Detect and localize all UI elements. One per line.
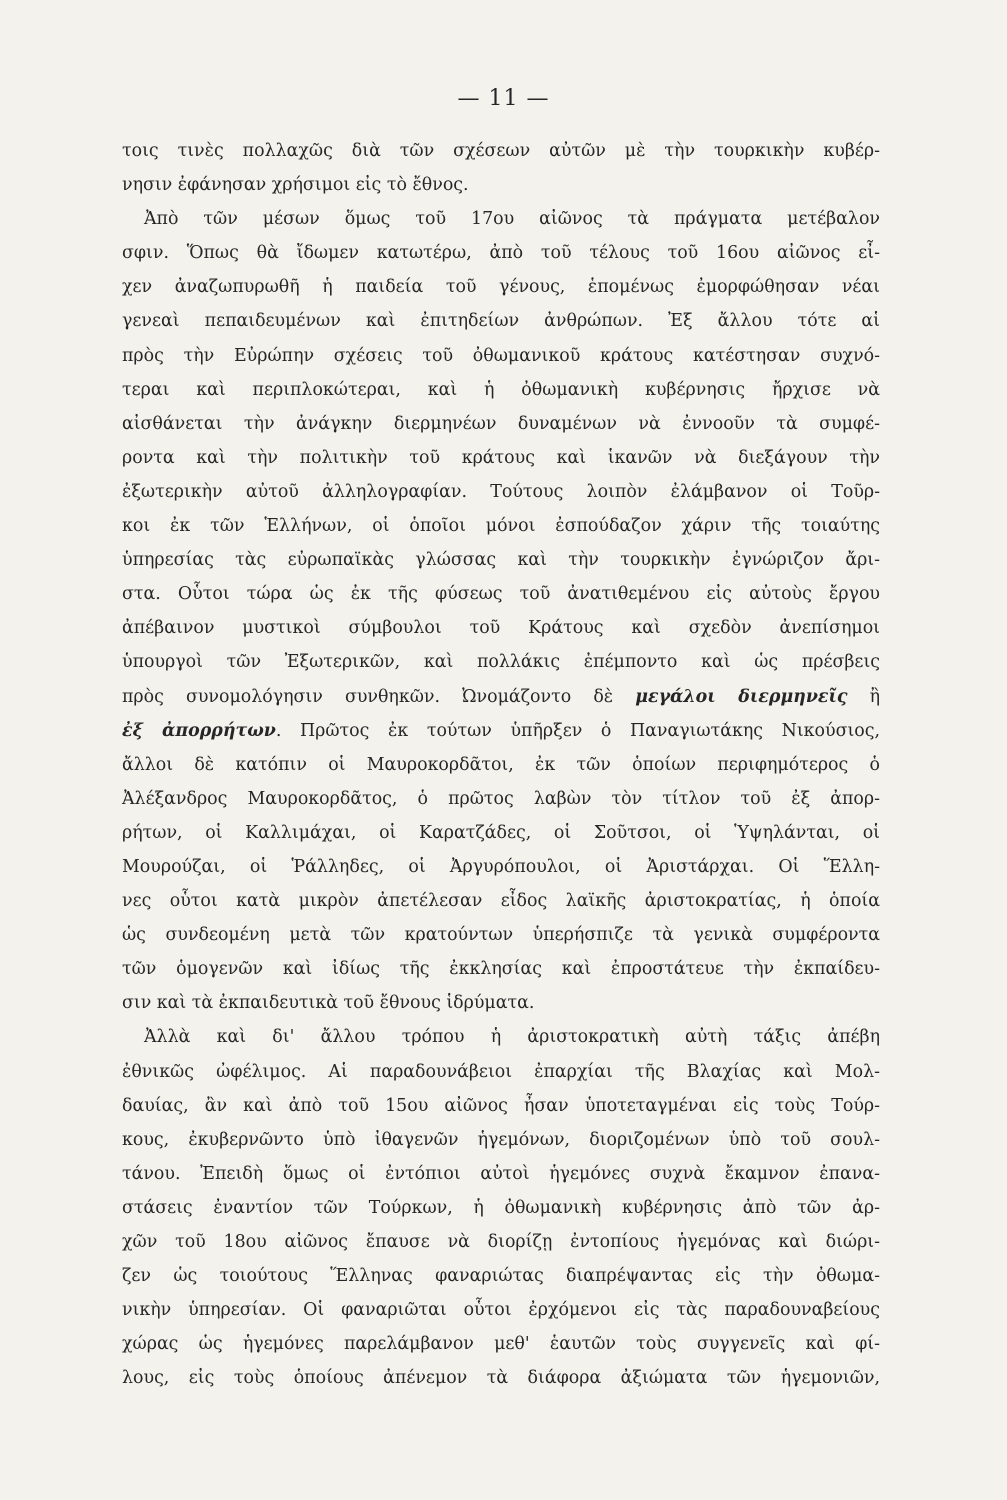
text-line: ἐξωτερικὴν αὐτοῦ ἀλληλογραφίαν. Τούτους λοιπὸν ἐλάμβανον οἱ Τοῦρ- [122,481,880,502]
emphasized-term: ἐξ ἀπορρήτων [122,720,276,741]
text-line: σφιν. Ὅπως θὰ ἴδωμεν κατωτέρω, ἀπὸ τοῦ τέλους τοῦ 16ου αἰῶνος εἶ- [122,243,880,264]
text-line: χῶν τοῦ 18ου αἰῶνος ἔπαυσε νὰ διορίζῃ ἐντοπίους ἡγεμόνας καὶ διώρι- [122,1232,880,1252]
text-line: ζεν ὡς τοιούτους Ἕλληνας φαναριώτας διαπρέψαντας εἰς τὴν ὀθωμα- [122,1266,880,1287]
text-segment: πρὸς συνομολόγησιν συνθηκῶν. Ὠνομάζοντο δὲ [122,686,636,707]
text-line: αἰσθάνεται τὴν ἀνάγκην διερμηνέων δυναμένων νὰ ἐννοοῦν τὰ συμφέ- [122,413,880,434]
page-number: — 11 — [457,86,550,111]
body-text [122,134,880,1395]
text-line: ροντα καὶ τὴν πολιτικὴν τοῦ κράτους καὶ ἱκανῶν νὰ διεξάγουν τὴν [122,447,880,468]
text-line: τάνου. Ἐπειδὴ ὅμως οἱ ἐντόπιοι αὐτοὶ ἡγεμόνες συχνὰ ἔκαμνον ἐπανα- [122,1163,880,1184]
text-line: στάσεις ἐναντίον τῶν Τούρκων, ἡ ὀθωμανικὴ κυβέρνησις ἀπὸ τῶν ἀρ- [122,1197,880,1218]
text-line: ἀπέβαινον μυστικοὶ σύμβουλοι τοῦ Κράτους καὶ σχεδὸν ἀνεπίσημοι [122,618,880,639]
text-line: ἄλλοι δὲ κατόπιν οἱ Μαυροκορδᾶτοι, ἐκ τῶν ὁποίων περιφημότερος ὁ [122,754,880,775]
emphasized-term: μεγάλοι διερμηνεῖς [635,686,848,707]
text-line: νησιν ἐφάνησαν χρήσιμοι εἰς τὸ ἔθνος. [122,175,469,196]
text-line: σιν καὶ τὰ ἐκπαιδευτικὰ τοῦ ἔθνους ἱδρύματα. [122,993,535,1014]
text-segment: . Πρῶτος ἐκ τούτων ὑπῆρξεν ὁ Παναγιωτάκης Νικούσιος, [275,720,880,741]
text-line: νες οὗτοι κατὰ μικρὸν ἀπετέλεσαν εἶδος λαϊκῆς ἀριστοκρατίας, ἡ ὁποία [122,891,880,912]
text-line: Ἀλέξανδρος Μαυροκορδᾶτος, ὁ πρῶτος λαβὼν τὸν τίτλον τοῦ ἐξ ἀπορ- [122,788,880,809]
text-segment: ἢ [847,686,881,707]
text-line: Μουρούζαι, οἱ Ῥάλληδες, οἱ Ἀργυρόπουλοι, οἱ Ἀριστάρχαι. Οἱ Ἕλλη- [122,856,880,877]
text-line: τῶν ὁμογενῶν καὶ ἰδίως τῆς ἐκκλησίας καὶ ἐπροστάτευε τὴν ἐκπαίδευ- [122,959,880,980]
text-line: γενεαὶ πεπαιδευμένων καὶ ἐπιτηδείων ἀνθρώπων. Ἐξ ἄλλου τότε αἱ [122,311,880,332]
text-line: κους, ἐκυβερνῶντο ὑπὸ ἰθαγενῶν ἡγεμόνων, διοριζομένων ὑπὸ τοῦ σουλ- [122,1129,880,1150]
text-line: ὑπουργοὶ τῶν Ἐξωτερικῶν, καὶ πολλάκις ἐπέμποντο καὶ ὡς πρέσβεις [122,652,880,673]
text-line: στα. Οὗτοι τώρα ὡς ἐκ τῆς φύσεως τοῦ ἀνατιθεμένου εἰς αὐτοὺς ἔργου [122,584,880,605]
text-line: ἐθνικῶς ὠφέλιμος. Αἱ παραδουνάβειοι ἐπαρχίαι τῆς Βλαχίας καὶ Μολ- [122,1061,880,1082]
text-line: τεραι καὶ περιπλοκώτεραι, καὶ ἡ ὀθωμανικὴ κυβέρνησις ἤρχισε νὰ [122,379,880,400]
text-line [122,680,880,714]
text-line: πρὸς τὴν Εὐρώπην σχέσεις τοῦ ὀθωμανικοῦ κράτους κατέστησαν συχνό- [122,345,880,366]
text-line: ρήτων, οἱ Καλλιμάχαι, οἱ Καρατζάδες, οἱ Σοῦτσοι, οἱ Ὑψηλάνται, οἱ [122,822,880,843]
text-line: τοις τινὲς πολλαχῶς διὰ τῶν σχέσεων αὐτῶν μὲ τὴν τουρκικὴν κυβέρ- [122,141,880,161]
text-line: δαυίας, ἂν καὶ ἀπὸ τοῦ 15ου αἰῶνος ἦσαν ὑποτεταγμέναι εἰς τοὺς Τούρ- [122,1095,880,1116]
text-line: χώρας ὡς ἡγεμόνες παρελάμβανον μεθ' ἑαυτῶν τοὺς συγγενεῖς καὶ φί- [122,1334,880,1355]
text-line: ὑπηρεσίας τὰς εὐρωπαϊκὰς γλώσσας καὶ τὴν τουρκικὴν ἐγνώριζον ἄρι- [122,550,880,571]
text-line: χεν ἀναζωπυρωθῆ ἡ παιδεία τοῦ γένους, ἑπομένως ἐμορφώθησαν νέαι [122,277,880,298]
text-line: κοι ἐκ τῶν Ἑλλήνων, οἱ ὁποῖοι μόνοι ἐσπούδαζον χάριν τῆς τοιαύτης [122,516,880,537]
text-line [122,714,880,748]
text-line: Ἀπὸ τῶν μέσων ὅμως τοῦ 17ου αἰῶνος τὰ πράγματα μετέβαλον [144,209,880,230]
text-line: νικὴν ὑπηρεσίαν. Οἱ φαναριῶται οὗτοι ἐρχόμενοι εἰς τὰς παραδουναβείους [122,1300,880,1321]
text-line: Ἀλλὰ καὶ δι' ἄλλου τρόπου ἡ ἀριστοκρατικὴ αὐτὴ τάξις ἀπέβη [144,1027,880,1048]
text-line: ὡς συνδεομένη μετὰ τῶν κρατούντων ὑπερήσπιζε τὰ γενικὰ συμφέροντα [122,925,880,946]
text-line: λους, εἰς τοὺς ὁποίους ἀπένεμον τὰ διάφορα ἀξιώματα τῶν ἡγεμονιῶν, [122,1368,880,1389]
